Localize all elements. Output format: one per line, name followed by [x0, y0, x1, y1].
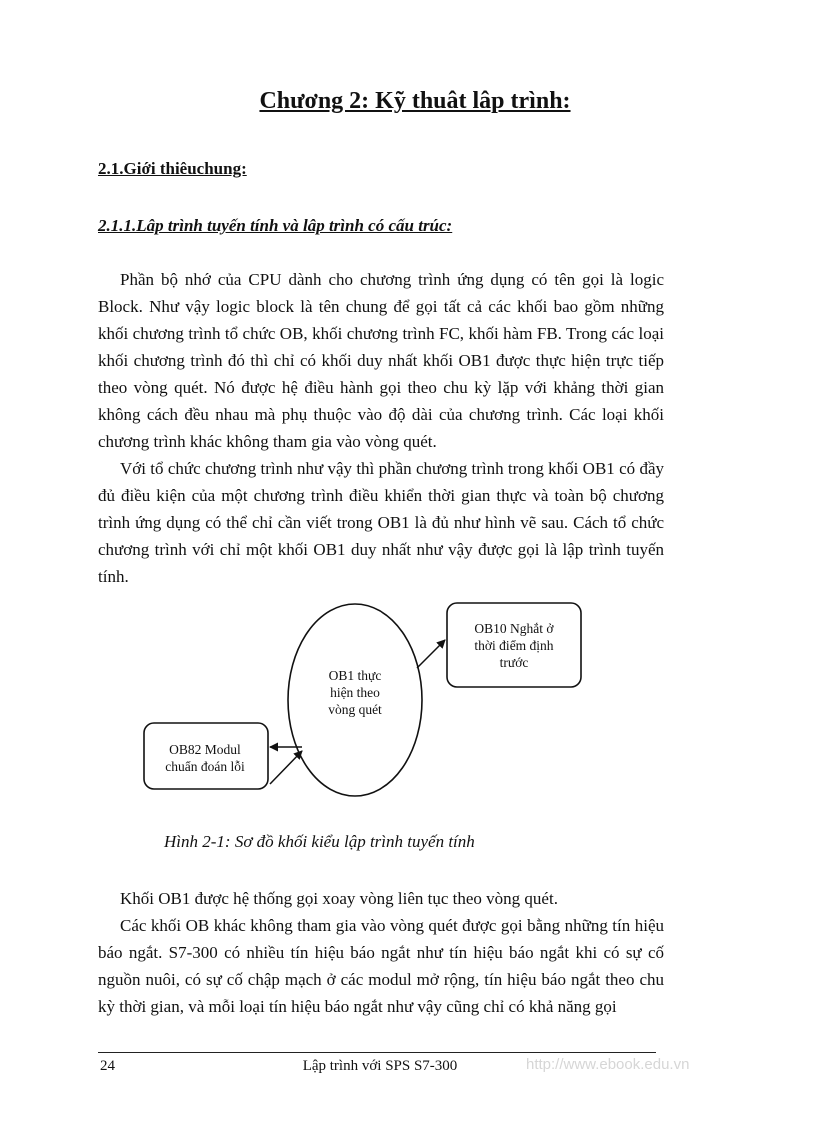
- paragraph: Phần bộ nhớ của CPU dành cho chương trình ứng dụng có tên gọi là logic Block. Như vậy logic block là tên chung để gọi tất cả các khối bao gồm những khối chương trình tổ chức OB, khối chương trình FC, khối hàm FB. Trong các loại khối chương trình đó thì chỉ có khối duy nhất khối OB1 được thực hiện trực tiếp theo vòng quét. Nó được hệ điều hành gọi theo chu kỳ lặp với khảng thời gian không cách đều nhau mà phụ thuộc vào độ dài của chương trình. Các loại khối chương trình khác không tham gia vào vòng quét.: [98, 270, 664, 451]
- section-heading: 2.1.Giới thiêuchung:: [98, 159, 247, 178]
- page-number: 24: [100, 1058, 115, 1074]
- running-footer-title: Lập trình với SPS S7-300: [302, 1058, 458, 1074]
- ob1-line: vòng quét: [328, 702, 382, 717]
- figure-caption: Hình 2-1: Sơ đồ khối kiểu lập trình tuyến tính: [164, 832, 475, 851]
- arrow-to-ob10: [417, 640, 445, 668]
- ob82-line: OB82 Modul: [169, 742, 241, 757]
- paragraph: Khối OB1 được hệ thống gọi xoay vòng liên tục theo vòng quét.: [120, 889, 558, 908]
- ob1-line: hiện theo: [330, 685, 380, 700]
- chapter-title: Chương 2: Kỹ thuât lâp trình:: [259, 88, 571, 114]
- ob82-line: chuẩn đoán lỗi: [165, 759, 245, 774]
- footer-divider: [98, 1052, 656, 1053]
- linear-program-diagram: [130, 598, 590, 798]
- ob10-line: OB10 Nghắt ở: [474, 621, 554, 636]
- watermark-url: http://www.ebook.edu.vn: [526, 1056, 690, 1073]
- intro-text: [98, 266, 664, 590]
- ob1-line: OB1 thực: [328, 668, 382, 683]
- paragraph: Với tổ chức chương trình như vậy thì phần chương trình trong khối OB1 có đầy đủ điều kiện của một chương trình điều khiển thời gian thực và toàn bộ chương trình ứng dụng có thể chỉ cần viết trong OB1 là đủ như hình vẽ sau. Cách tổ chức chương trình với chỉ một khối OB1 duy nhất như vậy được gọi là lập trình tuyến tính.: [98, 459, 664, 586]
- ob10-label: [448, 620, 580, 671]
- ob1-label: [300, 667, 410, 718]
- ob10-line: thời điểm định: [474, 638, 554, 653]
- ob82-label: [144, 741, 266, 775]
- body-text-continued: [98, 885, 664, 1020]
- subsection-heading: 2.1.1.Lâp trình tuyến tính và lâp trình có cấu trúc:: [98, 216, 453, 235]
- paragraph: Các khối OB khác không tham gia vào vòng quét được gọi bằng những tín hiệu báo ngắt. S7-300 có nhiều tín hiệu báo ngắt như tín hiệu báo ngắt khi có sự cố nguồn nuôi, có sự cố chập mạch ở các modul mở rộng, tín hiệu báo ngắt theo chu kỳ thời gian, và mỗi loại tín hiệu báo ngắt như vậy cũng chỉ có khả năng gọi: [98, 916, 664, 1016]
- arrow-to-ob1: [270, 751, 302, 784]
- ob10-line: trước: [499, 655, 529, 670]
